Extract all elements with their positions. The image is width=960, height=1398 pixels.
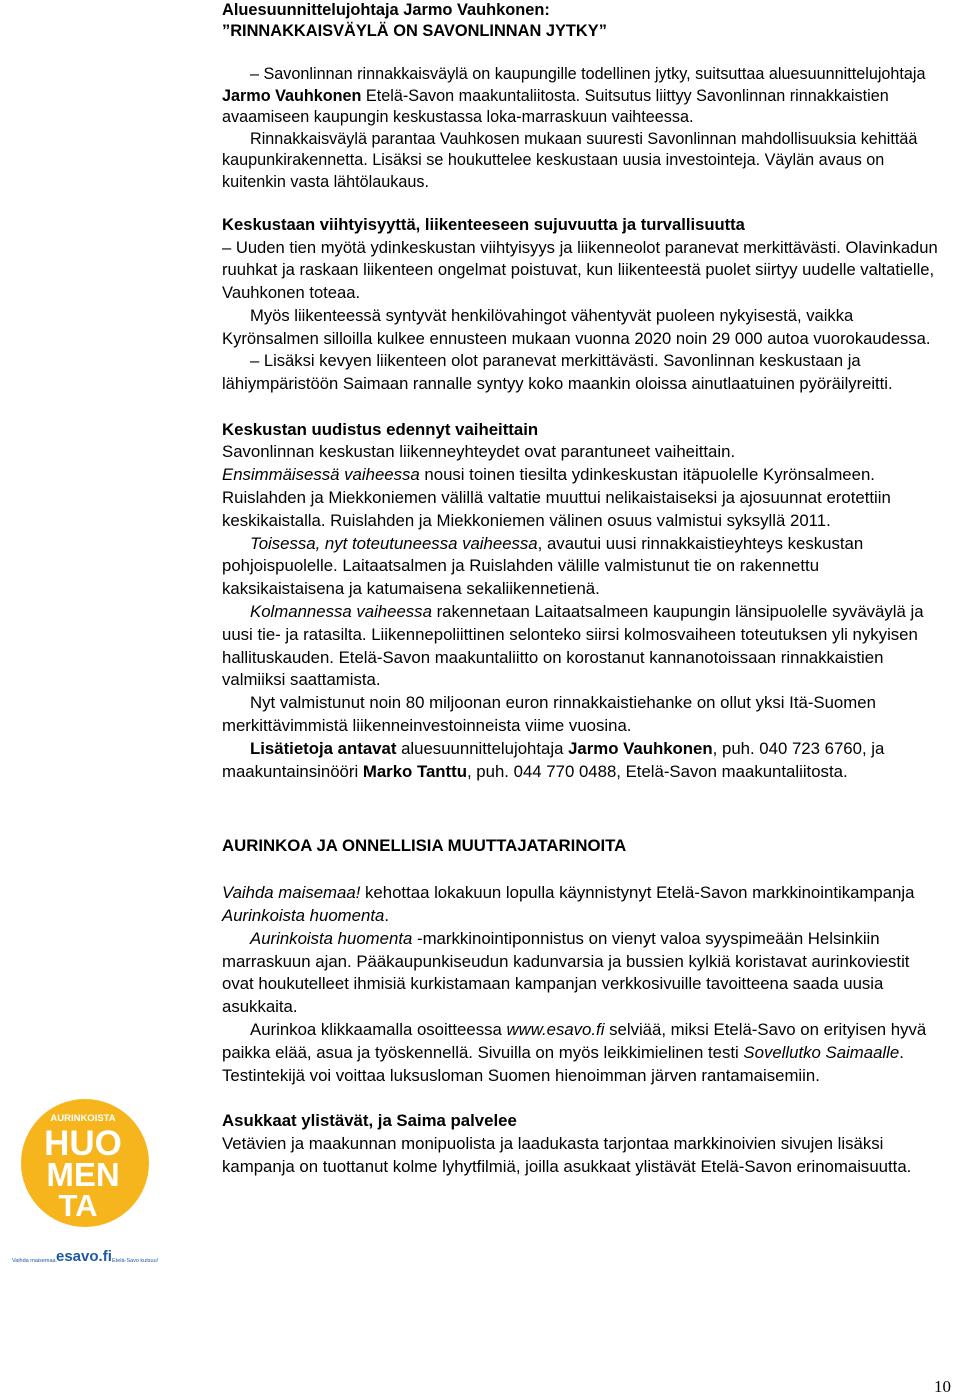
section-heading: Asukkaat ylistävät, ja Saima palvelee (222, 1111, 517, 1131)
text-run: . Testintekijä voi voittaa luksusloman Suomen hienoimman järven rantamaisemiin. (222, 1042, 904, 1085)
paragraph: – Uuden tien myötä ydinkeskustan viihtyisyys ja liikenneolot paranevat merkittävästi. Olavinkadun ruuhkat ja raskaan liikenteen ongelmat poistuvat, kun liikenteestä puolet siirtyy uudelle valtatielle, Vauhkonen toteaa. (222, 237, 938, 303)
text-run: www.esavo.fi (506, 1019, 605, 1039)
paragraph: – Lisäksi kevyen liikenteen olot paranevat merkittävästi. Savonlinnan keskustaan ja lähiympäristöön Saimaan rannalle syntyy koko maankin oloissa ainutlaatuinen pyöräilyreitti. (222, 351, 893, 393)
text-run: -markkinointiponnistus on vienyt valoa syyspimeään Helsinkiin marraskuun ajan. Pääkaupunkiseudun kadunvarsia ja bussien kylkiä koristavat aurinkoviestit ovat houkutelleet ihmisiä kurkistamaan kampanjan verkkosivuille tavoitteena saada uusia asukkaita. (222, 928, 910, 1017)
text-run: Sovellutko Saimaalle (743, 1042, 900, 1062)
text-run: , avautui uusi rinnakkaistieyhteys keskustan pohjoispuolelle. Laitaatsalmen ja Ruislahden välille valmistunut tie on rakennettu kaksikaistaisena ja katumaisena sekaliikennetienä. (222, 533, 864, 599)
paragraph: Myös liikenteessä syntyvät henkilövahingot vähentyvät puoleen nykyisestä, vaikka Kyrönsalmen silloilla kulkee ennusteen mukaan vuonna 2020 noin 29 000 autoa vuorokaudessa. (222, 305, 931, 348)
text-run: Ensimmäisessä vaiheessa (222, 465, 420, 485)
paragraph: Savonlinnan keskustan liikenneyhteydet ovat parantuneet vaiheittain. (222, 442, 736, 462)
text-run: . (384, 905, 389, 925)
sun-logo-graphic (10, 1075, 160, 1275)
text-run: Aurinkoista huomenta (250, 928, 413, 948)
paragraph (222, 601, 944, 692)
text-run: – Savonlinnan rinnakkaisväylä on kaupungille todellinen jytky, suitsuttaa aluesuunnittelujohtaja (250, 65, 926, 83)
text-run: Toisessa, nyt toteutuneessa vaiheessa (250, 533, 538, 553)
intro-paragraph (222, 64, 944, 129)
paragraph: Vetävien ja maakunnan monipuolista ja laadukasta tarjontaa markkinoivien sivujen lisäksi kampanja on tuottanut kolme lyhytfilmiä, joilla asukkaat ylistävät Etelä-Savon erinomaisuutta. (222, 1134, 912, 1176)
section-heading: Keskustan uudistus edennyt vaiheittain (222, 419, 539, 439)
text-run: , puh. 044 770 0488, Etelä-Savon maakuntaliitosta. (466, 761, 848, 781)
paragraph (222, 1019, 944, 1087)
text-run: Vaihda maisemaa! (222, 883, 361, 903)
text-run: Kolmannessa vaiheessa (250, 602, 432, 621)
text-run: Jarmo Vauhkonen (222, 86, 362, 105)
logo-small-text: AURINKOISTA (50, 1113, 116, 1124)
text-run: rakennetaan Laitaatsalmeen kaupungin länsipuolelle syväväylä ja uusi tie- ja ratasilta. Liikennepoliittinen selonteko siirsi kolmosvaiheen toteutuksen yli nykyisen hallituskauden. Etelä-Savon maakuntaliitto on korostanut kannanotoissaan rinnakkaistien valmiiksi saattamista. (222, 602, 924, 690)
contact-paragraph (222, 738, 944, 784)
article-title-line1: Aluesuunnittelujohtaja Jarmo Vauhkonen: (222, 1, 550, 19)
text-run: Etelä-Savon maakuntaliitosta. Suitsutus liittyy Savonlinnan rinnakkaistien avaamiseen kaupungin keskustassa loka-marraskuun vaihteessa. (222, 86, 889, 126)
text-run: nousi toinen tiesilta ydinkeskustan itäpuolelle Kyrönsalmeen. Ruislahden ja Miekkoniemen välillä valtatie muuttui nelikaistaiseksi ja ajosuunnat erotettiin keskikaistalla. Ruislahden ja Miekkoniemen välinen osuus valmistui syksyllä 2011. (222, 465, 891, 530)
paragraph (222, 533, 944, 601)
paragraph (222, 464, 944, 532)
text-run: Aurinkoista huomenta (222, 905, 385, 925)
text-run: kehottaa lokakuun lopulla käynnistynyt Etelä-Savon markkinointikampanja (360, 883, 915, 903)
text-run: aluesuunnittelujohtaja (396, 738, 569, 758)
paragraph: Rinnakkaisväylä parantaa Vauhkosen mukaan suuresti Savonlinnan mahdollisuuksia kehittää kaupunkirakennetta. Lisäksi se houkuttelee keskustaan uusia investointeja. Väylän avaus on kuitenkin vasta lähtölaukaus. (222, 129, 918, 191)
article-title (222, 0, 944, 42)
text-run: Aurinkoa klikkaamalla osoitteessa (250, 1019, 507, 1039)
text-run: Jarmo Vauhkonen (568, 738, 713, 758)
section-heading: Keskustaan viihtyisyyttä, liikenteeseen sujuvuutta ja turvallisuutta (222, 215, 745, 234)
text-run: Lisätietoja antavat (250, 738, 397, 758)
logo-tagline-right: Etelä-Savo kutsuu! (112, 1258, 159, 1264)
aurinkoista-huomenta-logo (10, 1075, 160, 1275)
article-title-line2: ”RINNAKKAISVÄYLÄ ON SAVONLINNAN JYTKY” (222, 22, 607, 40)
section-heading: AURINKOA JA ONNELLISIA MUUTTAJATARINOITA (222, 836, 627, 856)
logo-big-text-2: MEN (46, 1156, 120, 1193)
logo-big-text-3: TA (58, 1188, 98, 1223)
paragraph: Nyt valmistunut noin 80 miljoonan euron rinnakkaistiehanke on ollut yksi Itä-Suomen merkittävimmistä liikenneinvestoinneista viime vuosina. (222, 693, 876, 735)
document-page (222, 0, 944, 1179)
text-run: , puh. 040 723 6760, ja maakuntainsinööri (222, 738, 885, 781)
text-run: Marko Tanttu (362, 761, 467, 781)
paragraph (222, 882, 944, 928)
text-run: selviää, miksi Etelä-Savo on erityisen hyvä paikka elää, asua ja työskennellä. Sivuilla on myös leikkimielinen testi (222, 1019, 927, 1062)
logo-tagline-left: Vaihda maisemaa. (12, 1258, 58, 1264)
logo-big-text-1: HUO (44, 1124, 122, 1163)
paragraph (222, 928, 944, 1019)
esavo-brand: esavo.fi (56, 1248, 112, 1265)
page-number: 10 (934, 1377, 951, 1396)
